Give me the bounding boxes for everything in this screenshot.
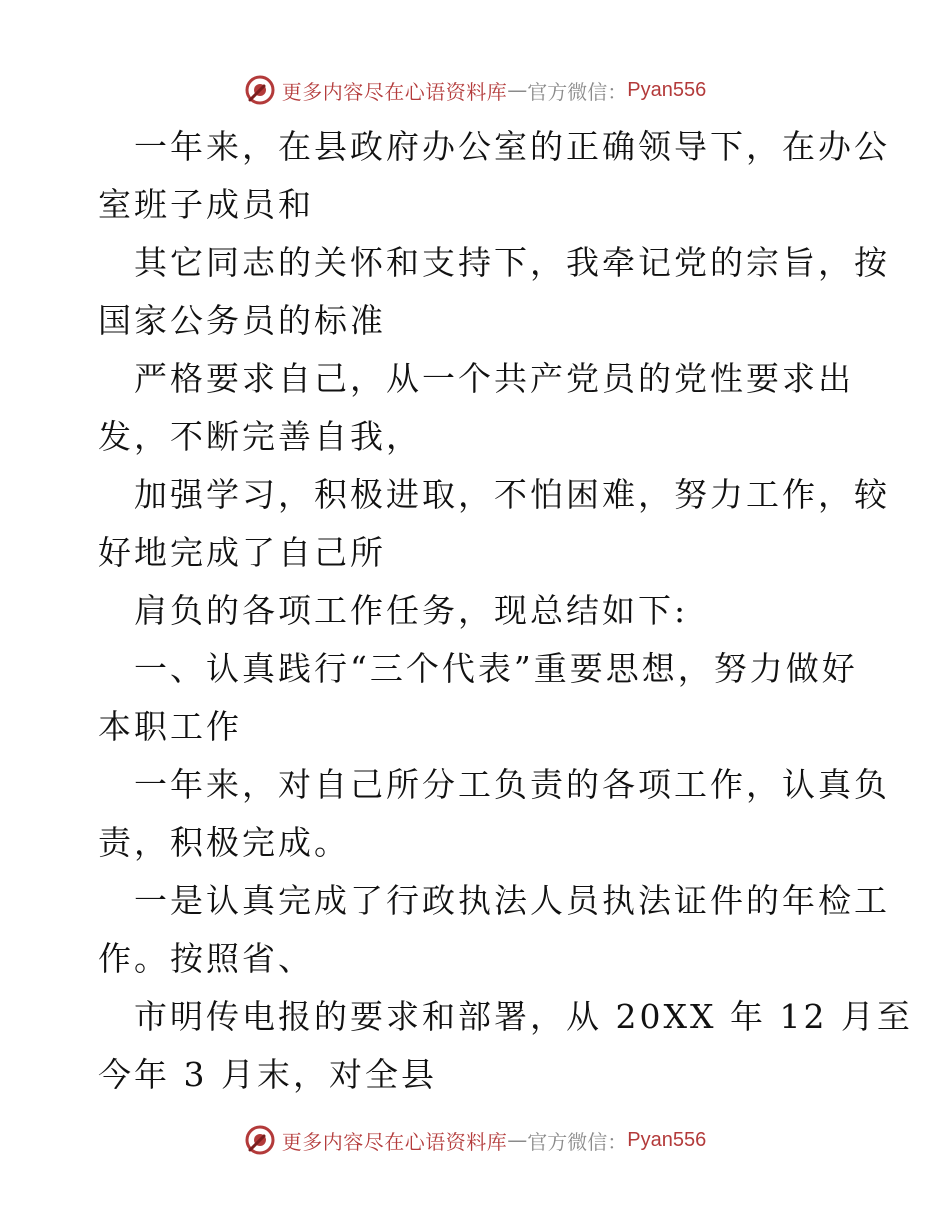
text-line: 室班子成员和 bbox=[98, 185, 314, 224]
text-line: 国家公务员的标准 bbox=[98, 301, 386, 340]
header-banner bbox=[0, 70, 950, 110]
footer-banner bbox=[0, 1120, 950, 1160]
text-line: 其它同志的关怀和支持下，我牵记党的宗旨，按 bbox=[134, 243, 890, 282]
logo-icon bbox=[244, 1124, 276, 1156]
text-line: 市明传电报的要求和部署，从 20XX 年 12 月至 bbox=[134, 997, 913, 1036]
banner-label: 官方微信： bbox=[527, 79, 628, 104]
logo-icon bbox=[244, 74, 276, 106]
banner-handle: Pyan556 bbox=[627, 78, 707, 101]
text-line: 一、认真践行“三个代表”重要思想，努力做好 bbox=[134, 649, 858, 688]
banner-handle: Pyan556 bbox=[627, 1128, 707, 1151]
document-body bbox=[98, 118, 913, 1104]
text-line: 一是认真完成了行政执法人员执法证件的年检工 bbox=[134, 881, 890, 920]
text-line: 好地完成了自己所 bbox=[98, 533, 386, 572]
banner-dash: — bbox=[507, 1128, 528, 1152]
banner-label: 官方微信： bbox=[527, 1129, 628, 1154]
text-line: 本职工作 bbox=[98, 707, 242, 746]
text-line: 责，积极完成。 bbox=[98, 823, 350, 862]
text-line: 作。按照省、 bbox=[98, 939, 314, 978]
banner-text: 更多内容尽在心语资料库 bbox=[281, 79, 508, 104]
banner-dash: — bbox=[507, 78, 528, 102]
text-line: 一年来，对自己所分工负责的各项工作，认真负 bbox=[134, 765, 890, 804]
text-line: 加强学习，积极进取，不怕困难，努力工作，较 bbox=[134, 475, 890, 514]
text-line: 肩负的各项工作任务，现总结如下: bbox=[134, 591, 689, 630]
text-line: 今年 3 月末，对全县 bbox=[98, 1055, 437, 1094]
text-line: 发，不断完善自我， bbox=[98, 417, 422, 456]
text-line: 一年来，在县政府办公室的正确领导下，在办公 bbox=[134, 127, 890, 166]
banner-text: 更多内容尽在心语资料库 bbox=[281, 1129, 508, 1154]
text-line: 严格要求自己，从一个共产党员的党性要求出 bbox=[134, 359, 854, 398]
